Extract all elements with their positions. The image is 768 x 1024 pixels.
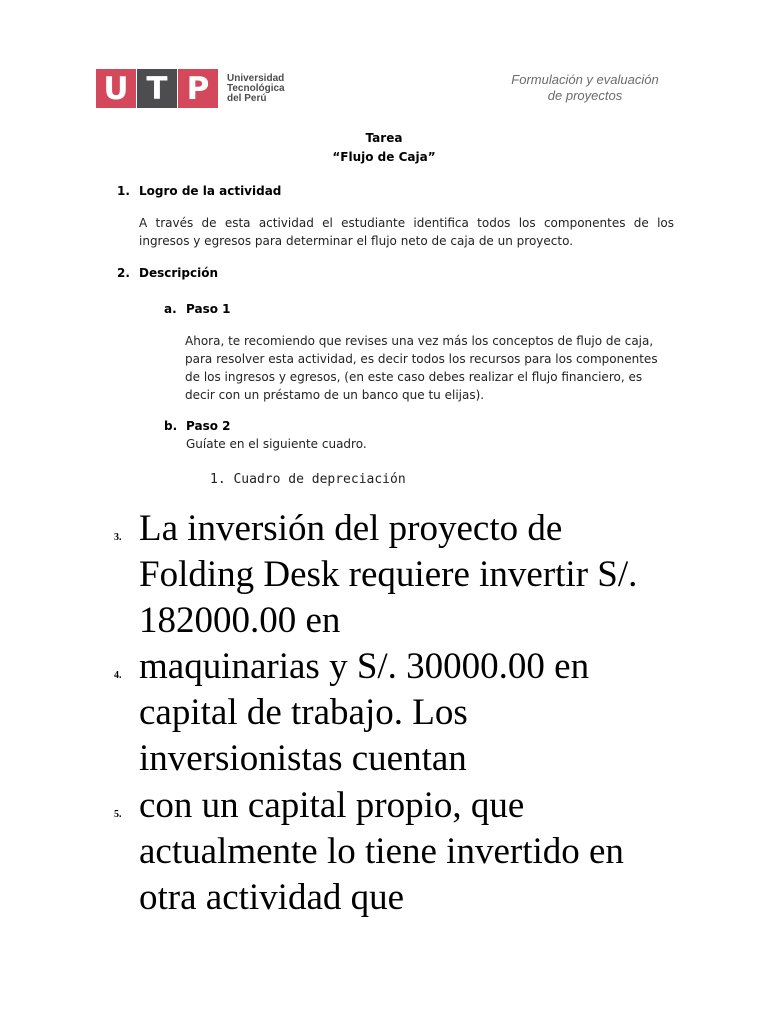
item-3-line: 182000.00 en (139, 600, 341, 641)
item-5-number: 5. (114, 809, 122, 820)
section-2-number: 2. (117, 266, 130, 280)
utp-logo (96, 69, 285, 108)
item-3-line: La inversión del proyecto de (139, 508, 563, 549)
section-2-heading (117, 266, 218, 280)
section-1-heading (117, 184, 281, 198)
course-name (480, 72, 690, 104)
item-4-number: 4. (114, 670, 122, 681)
logo-text-line: del Perú (227, 92, 267, 104)
step-b-body: Guíate en el siguiente cuadro. (186, 437, 367, 451)
item-4-line: capital de trabajo. Los (139, 692, 468, 733)
logo-text-line: Tecnológica (227, 82, 285, 94)
item-4-line: inversionistas cuentan (139, 738, 467, 779)
step-a-title: Paso 1 (186, 302, 231, 316)
logo-university-name (227, 74, 285, 104)
section-1-body: A través de esta actividad el estudiante identifica todos los componentes de los ingresos y egresos para determinar el flujo neto de caja de un proyecto. (139, 216, 674, 248)
course-name-line: Formulación y evaluación (511, 72, 659, 87)
course-name-line: de proyectos (547, 88, 623, 103)
item-4-line: maquinarias y S/. 30000.00 en (139, 646, 590, 687)
item-5-line: otra actividad que (139, 877, 405, 918)
item-5-line: con un capital propio, que (139, 785, 525, 826)
step-a-body: Ahora, te recomiendo que revises una vez más los conceptos de flujo de caja, para resolver esta actividad, es decir todos los recursos para los componentes de los ingresos y egresos, (en este caso debes realizar el flujo financiero, es decir con un préstamo de un banco que tu elijas). (185, 334, 658, 402)
step-a-heading (164, 302, 230, 316)
step-a-number: a. (164, 302, 177, 316)
step-b-title: Paso 2 (186, 419, 231, 433)
step-b-number: b. (164, 419, 178, 433)
logo-letter-t: T (137, 69, 177, 108)
depreciation-table-item: 1. Cuadro de depreciación (210, 472, 406, 487)
section-1-title: Logro de la actividad (139, 184, 282, 198)
logo-letter-u: U (96, 69, 136, 108)
item-5-line: actualmente lo tiene invertido en (139, 831, 624, 872)
section-2-title: Descripción (139, 266, 218, 280)
logo-text-line: Universidad (227, 72, 285, 84)
item-3-number: 3. (114, 532, 122, 543)
logo-letter-p: P (178, 69, 218, 108)
section-1-number: 1. (117, 184, 130, 198)
step-b-heading (164, 419, 230, 433)
item-3-line: Folding Desk requiere invertir S/. (139, 554, 638, 595)
document-subtitle: “Flujo de Caja” (332, 150, 436, 164)
document-title: Tarea (365, 131, 403, 145)
